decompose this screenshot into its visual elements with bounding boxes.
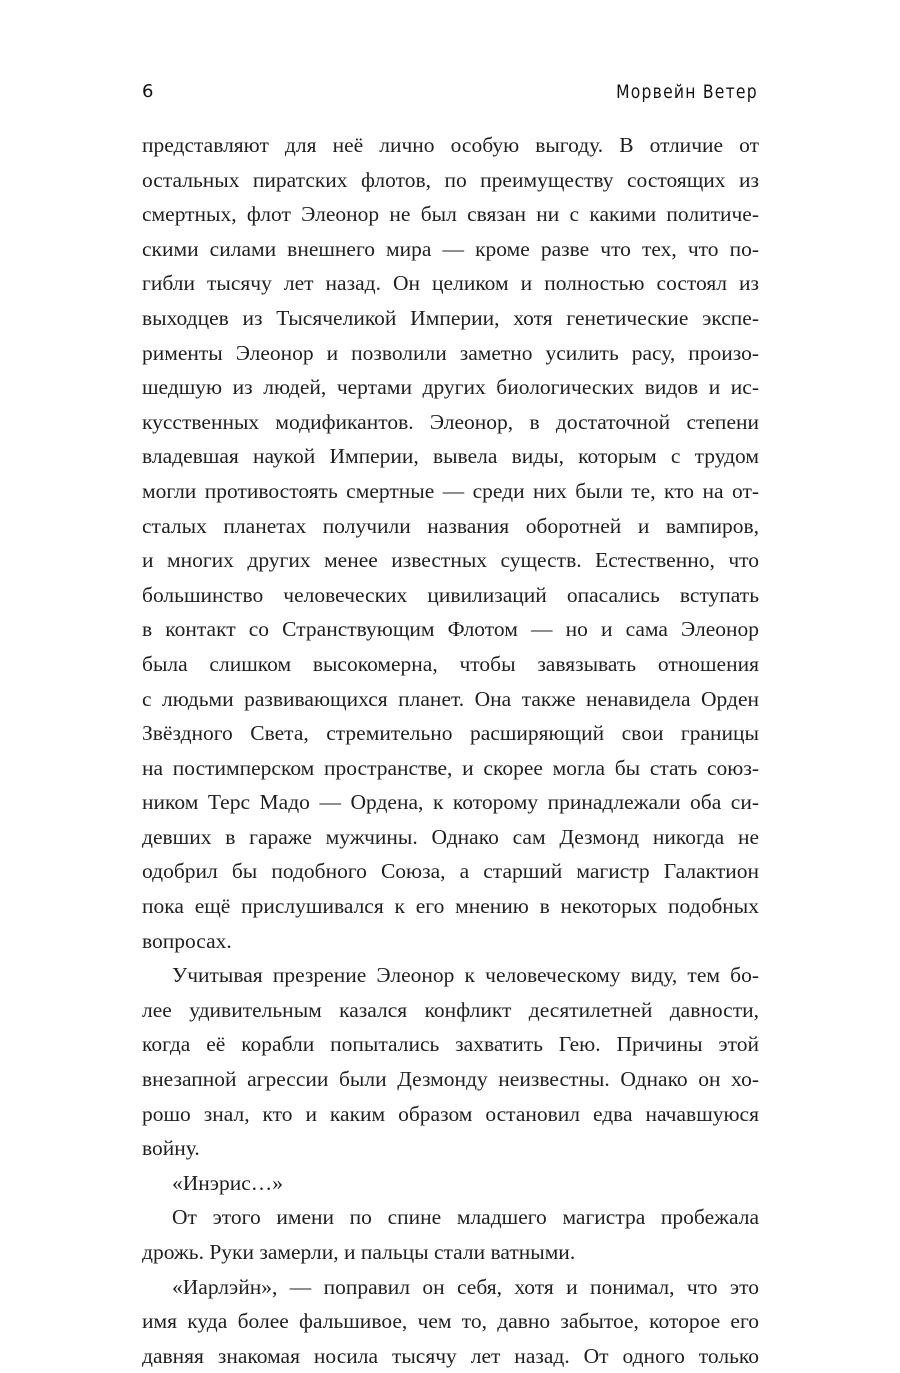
text-line: выходцев из Тысячеликой Империи, хотя генетические экспе- [142,305,759,330]
page-number: 6 [142,81,154,102]
text-line: на постимперском пространстве, и скорее могла бы стать союз- [142,755,759,780]
paragraph [142,128,759,958]
text-line: давняя знакомая носила тысячу лет назад. От одного только [142,1343,759,1368]
text-line: и многих других менее известных существ. Естественно, что [142,548,759,573]
text-line: скими силами внешнего мира — кроме разве что тех, что по- [142,236,759,261]
text-line: вопросах. [142,928,232,953]
text-line: дрожь. Руки замерли, и пальцы стали ватными. [142,1240,576,1264]
text-line: кусственных модификантов. Элеонор, в достаточной степени [142,409,759,434]
text-line: была слишком высокомерна, чтобы завязывать отношения [142,651,759,676]
text-line: шедшую из людей, чертами других биологических видов и ис- [142,375,759,400]
text-line: рименты Элеонор и позволили заметно усилить расу, произо- [142,340,759,365]
text-line: сталых планетах получили названия оборотней и вампиров, [142,513,759,538]
text-line: Звёздного Света, стремительно расширяющий свои границы [142,721,759,746]
book-title: Морвейн Ветер [616,81,758,103]
text-line: ником Терс Мадо — Ордена, к которому принадлежали оба си- [142,790,759,815]
text-line: могли противостоять смертные — среди них были те, кто на от- [142,478,759,503]
text-line: владевшая наукой Империи, вывела виды, которым с трудом [142,444,759,469]
text-line: рошо знал, кто и каким образом остановил едва начавшуюся [142,1101,759,1126]
running-head [142,76,758,108]
text-line: пока ещё прислушивался к его мнению в некоторых подобных [142,894,759,919]
text-line: «Иарлэйн», — поправил он себя, хотя и понимал, что это [172,1274,759,1299]
paragraph [142,1270,759,1373]
text-line: смертных, флот Элеонор не был связан ни с какими политиче- [142,202,759,227]
paragraph [142,1166,759,1201]
text-line: Учитывая презрение Элеонор к человеческому виду, тем бо- [172,963,759,988]
text-line: лее удивительным казался конфликт десятилетней давности, [142,997,759,1022]
text-line: имя куда более фальшивое, чем то, давно забытое, которое его [142,1309,759,1334]
text-line: большинство человеческих цивилизаций опасались вступать [142,582,759,607]
text-line: гибли тысячу лет назад. Он целиком и полностью состоял из [142,271,759,296]
text-line: внезапной агрессии были Дезмонду неизвестны. Однако он хо- [142,1067,759,1092]
text-line: войну. [142,1136,200,1161]
text-line: одобрил бы подобного Союза, а старший магистр Галактион [142,859,759,884]
paragraph [142,958,759,1166]
text-line: представляют для неё лично особую выгоду. В отличие от [142,133,759,157]
text-line: когда её корабли попытались захватить Гею. Причины этой [142,1032,759,1057]
text-line: «Инэрис…» [172,1170,284,1195]
paragraph [142,1200,759,1269]
text-line: с людьми развивающихся планет. Она также ненавидела Орден [142,686,759,711]
text-line: От этого имени по спине младшего магистра пробежала [172,1205,759,1230]
text-line: остальных пиратских флотов, по преимуществу состоящих из [142,167,759,192]
text-line: в контакт со Странствующим Флотом — но и сама Элеонор [142,617,759,642]
text-line: девших в гараже мужчины. Однако сам Дезмонд никогда не [142,824,759,849]
body-text [142,128,759,1373]
